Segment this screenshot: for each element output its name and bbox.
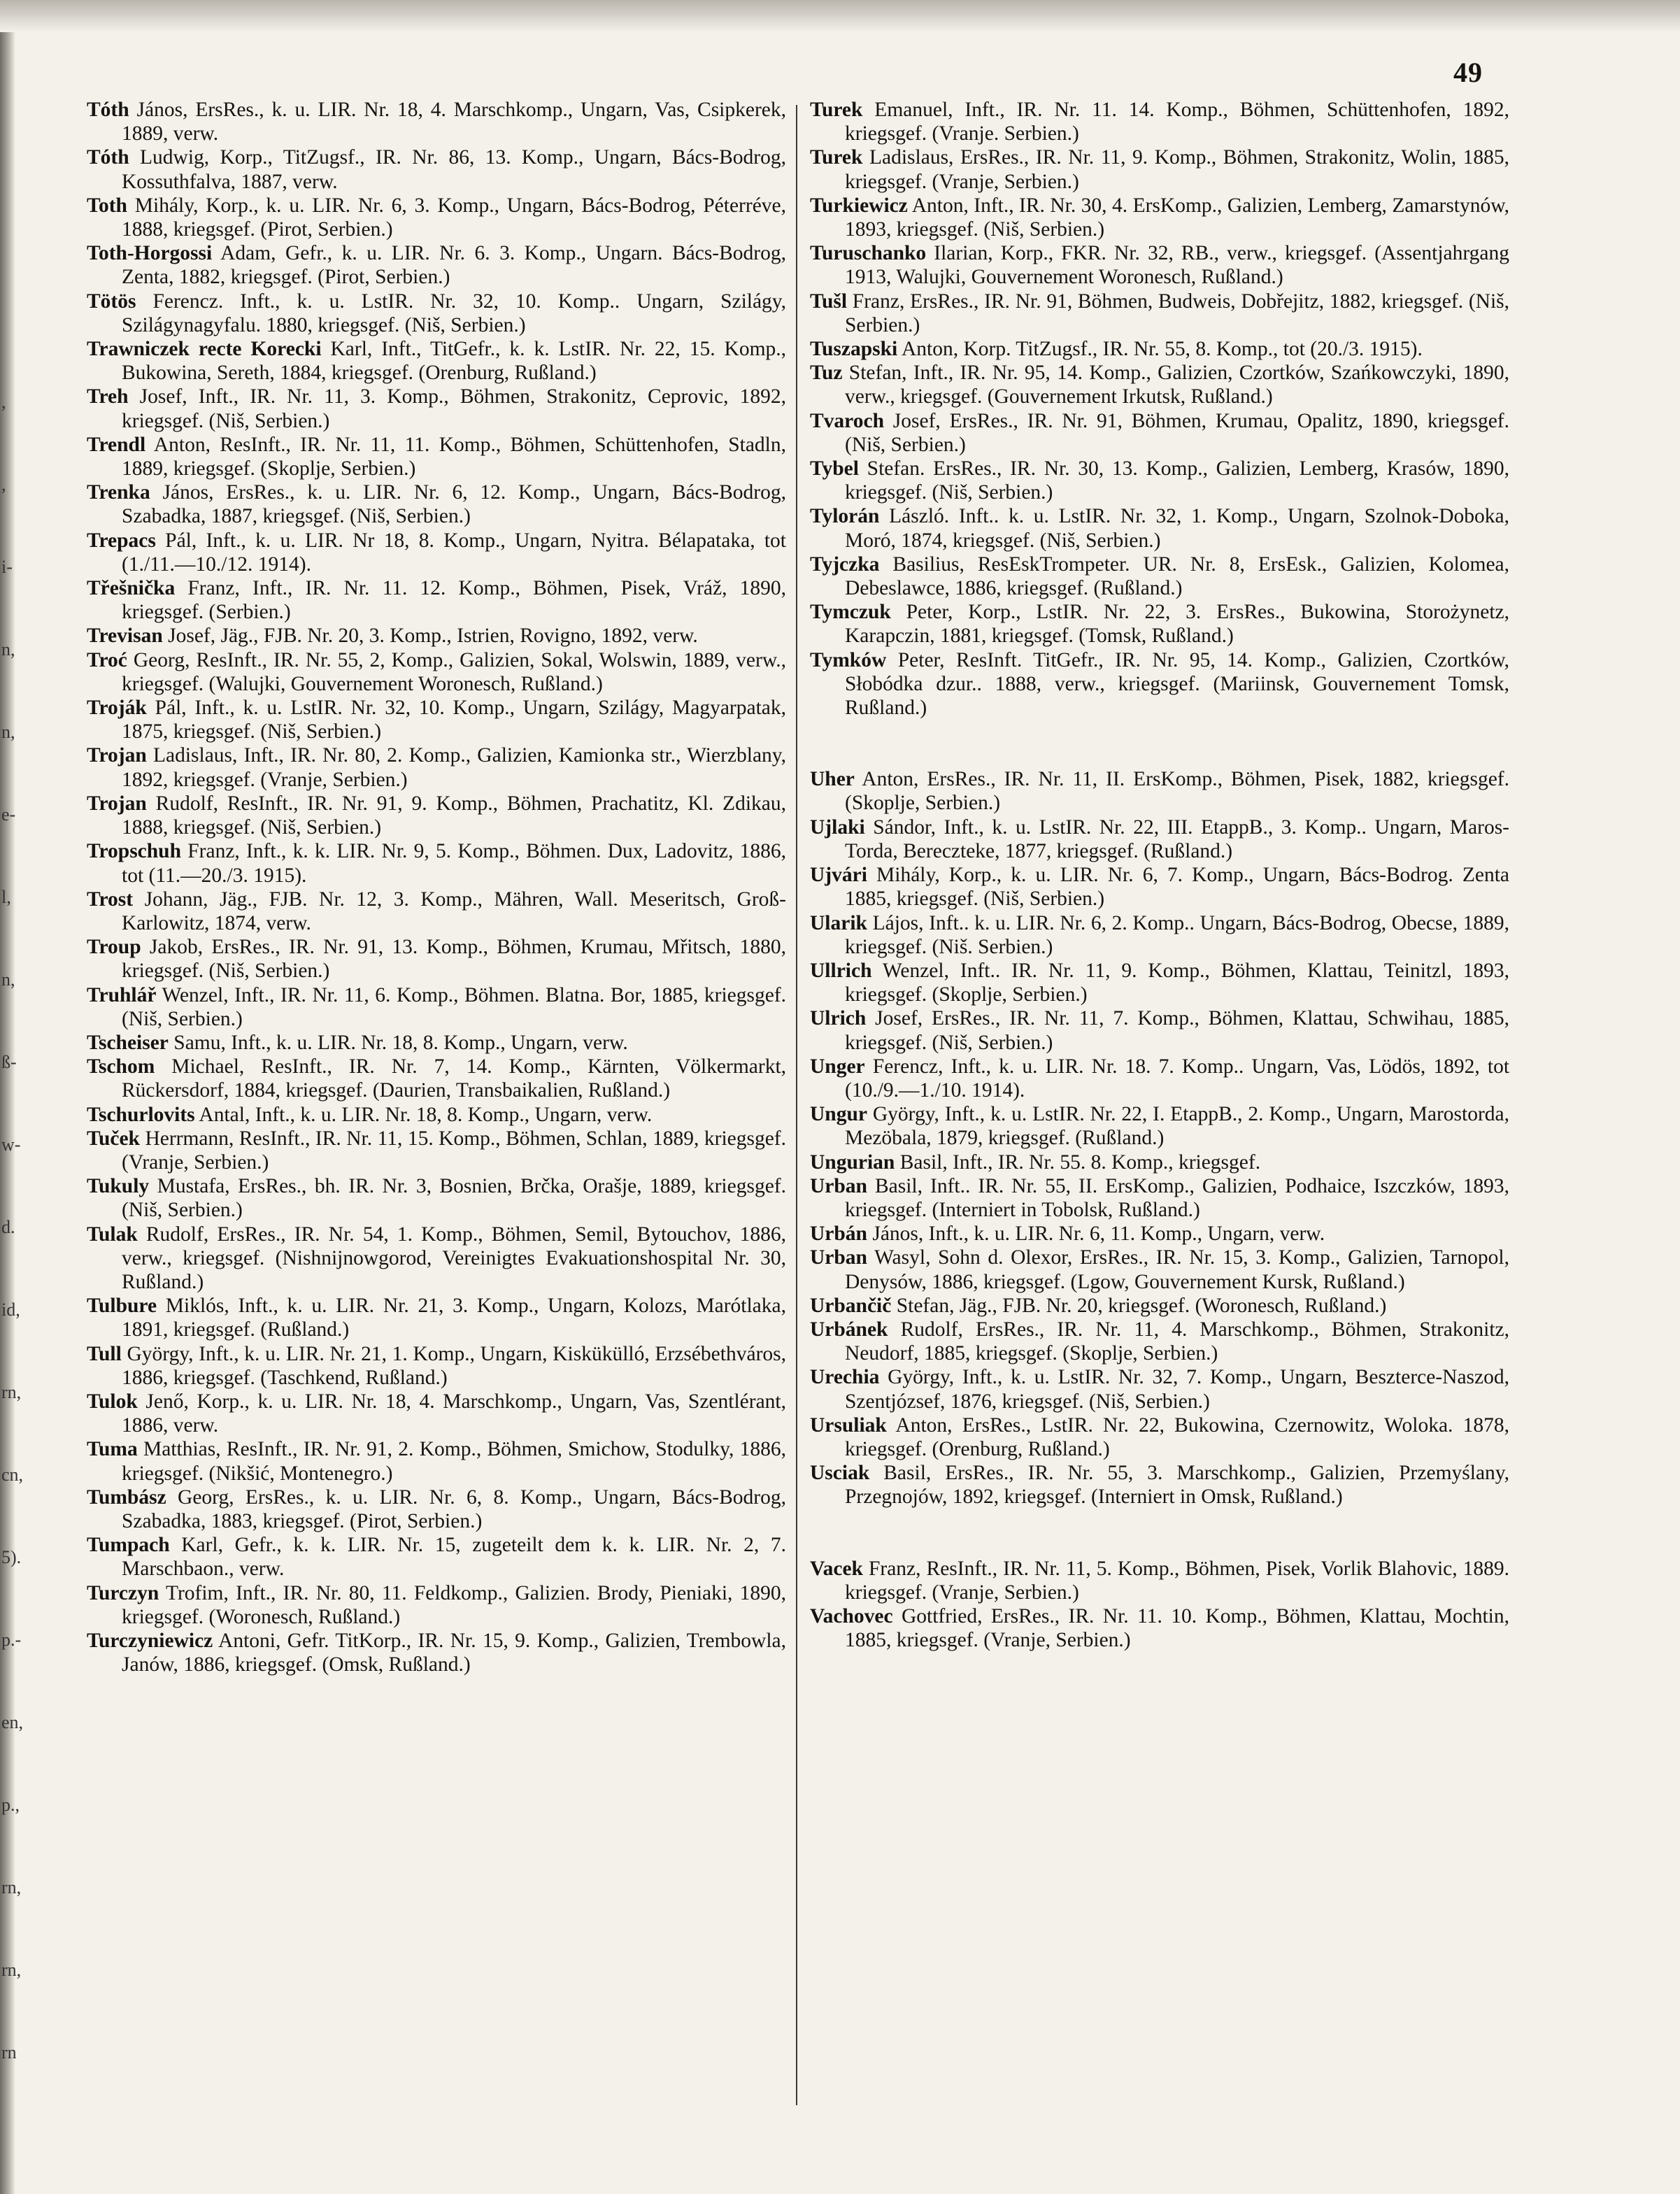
- list-entry: [810, 911, 1509, 959]
- list-entry: [87, 743, 786, 791]
- entry-surname: Turczyniewicz: [87, 1630, 213, 1652]
- entry-details: Lájos, Inft.. k. u. LIR. Nr. 6, 2. Komp.. Ungarn, Bács-Bodrog, Obecse, 1889, kriegsgef. (Niš. Serbien.): [845, 911, 1510, 958]
- list-entry: [87, 1031, 786, 1055]
- gutter-mark: e-: [1, 804, 16, 825]
- list-entry: [810, 1557, 1509, 1604]
- entry-details: Peter, ResInft. TitGefr., IR. Nr. 95, 14. Komp., Galizien, Czortków, Słobódka dzur.. 1888, verw., kriegsgef. (Mariinsk, Gouvernement Tomsk, Rußland.): [845, 648, 1510, 720]
- entry-surname: Tóth: [87, 99, 129, 121]
- entry-surname: Unger: [810, 1055, 865, 1078]
- entry-details: Anton, ErsRes., IR. Nr. 11, II. ErsKomp., Böhmen, Pisek, 1882, kriegsgef. (Skoplje, Serbien.): [845, 768, 1510, 815]
- entry-details: Emanuel, Inft., IR. Nr. 11. 14. Komp., Böhmen, Schüttenhofen, 1892, kriegsgef. (Vranje. Serbien.): [845, 99, 1509, 145]
- entry-surname: Tscheiser: [87, 1031, 169, 1054]
- entry-surname: Turek: [810, 99, 863, 121]
- entry-details: Jenő, Korp., k. u. LIR. Nr. 18, 4. Marschkomp., Ungarn, Vas, Szentlérant, 1886, verw.: [122, 1390, 786, 1437]
- list-entry: [87, 1294, 786, 1341]
- entry-details: János, ErsRes., k. u. LIR. Nr. 6, 12. Komp., Ungarn, Bács-Bodrog, Szabadka, 1887, kriegsgef. (Niš, Serbien.): [122, 481, 787, 528]
- entry-surname: Tymczuk: [810, 601, 891, 624]
- entry-details: Wenzel, Inft.. IR. Nr. 11, 9. Komp., Böhmen, Klattau, Teinitzl, 1893, kriegsgef. (Skoplje, Serbien.): [845, 959, 1510, 1006]
- entry-details: György, Inft., k. u. LIR. Nr. 21, 1. Komp., Ungarn, Kiskükülló, Erzsébethváros, 1886, kriegsgef. (Taschkend, Rußland.): [122, 1342, 786, 1389]
- entry-details: Franz, ErsRes., IR. Nr. 91, Böhmen, Budweis, Dobřejitz, 1882, kriegsgef. (Niš, Serbien.): [845, 290, 1509, 336]
- entry-surname: Tuz: [810, 362, 843, 385]
- list-entry: [810, 1365, 1509, 1413]
- list-entry: [810, 1055, 1509, 1102]
- list-entry: [87, 1103, 786, 1127]
- list-entry: [810, 1246, 1509, 1293]
- entry-details: Basil, Inft., IR. Nr. 55. 8. Komp., kriegsgef.: [899, 1151, 1261, 1174]
- list-entry: [810, 145, 1509, 193]
- list-entry: [87, 194, 786, 241]
- list-entry: [810, 1102, 1509, 1150]
- entry-details: Trofim, Inft., IR. Nr. 80, 11. Feldkomp., Galizien. Brody, Pieniaki, 1890, kriegsgef. (Woronesch, Rußland.): [122, 1581, 787, 1628]
- entry-surname: Ungurian: [810, 1151, 895, 1174]
- entry-details: Sándor, Inft., k. u. LstIR. Nr. 22, III. EtappB., 3. Komp.. Ungarn, Maros-Torda, Bereczteke, 1877, kriegsgef. (Rußland.): [845, 815, 1510, 862]
- entry-details: Ludwig, Korp., TitZugsf., IR. Nr. 86, 13. Komp., Ungarn, Bács-Bodrog, Kossuthfalva, 1887, verw.: [122, 146, 787, 193]
- entry-surname: Tyjczka: [810, 553, 880, 576]
- list-entry: [810, 648, 1509, 720]
- list-entry: [87, 839, 786, 887]
- gutter-mark: n,: [1, 639, 15, 660]
- right-column: [810, 98, 1509, 2182]
- entry-surname: Tulbure: [87, 1295, 157, 1318]
- gutter-mark: rn,: [1, 1382, 22, 1402]
- left-column: [87, 98, 786, 2182]
- entry-surname: Urbančič: [810, 1294, 892, 1317]
- gutter-mark: ß-: [1, 1052, 17, 1072]
- entry-surname: Toth-Horgossi: [87, 242, 213, 265]
- list-entry: [87, 145, 786, 193]
- entry-surname: Tumbász: [87, 1486, 166, 1509]
- entry-surname: Tulok: [87, 1390, 138, 1413]
- gutter-mark: w-: [1, 1134, 21, 1155]
- entry-details: Samu, Inft., k. u. LIR. Nr. 18, 8. Komp., Ungarn, verw.: [173, 1031, 628, 1054]
- list-entry: [87, 290, 786, 337]
- gutter-mark: n,: [1, 722, 15, 742]
- list-entry: [810, 290, 1509, 337]
- list-entry: [87, 1533, 786, 1581]
- list-entry: [810, 337, 1509, 361]
- entry-surname: Ursuliak: [810, 1413, 887, 1437]
- entry-details: Basil, ErsRes., IR. Nr. 55, 3. Marschkomp., Galizien, Przemyślany, Przegnojów, 1892, kriegsgef. (Interniert in Omsk, Rußland.): [845, 1462, 1509, 1509]
- list-entry: [87, 241, 786, 289]
- entry-details: Josef, ErsRes., IR. Nr. 91, Böhmen, Krumau, Opalitz, 1890, kriegsgef. (Niš, Serbien.): [845, 409, 1509, 456]
- column-divider: [796, 105, 797, 2105]
- entry-details: Franz, ResInft., IR. Nr. 11, 5. Komp., Böhmen, Pisek, Vorlik Blahovic, 1889. kriegsgef. (Vranje, Serbien.): [845, 1557, 1509, 1604]
- entry-surname: Usciak: [810, 1462, 870, 1485]
- entry-details: János, ErsRes., k. u. LIR. Nr. 18, 4. Marschkomp., Ungarn, Vas, Csipkerek, 1889, verw.: [122, 99, 787, 145]
- entry-surname: Tuszapski: [810, 338, 898, 361]
- entry-details: Anton, Inft., IR. Nr. 30, 4. ErsKomp., Galizien, Lemberg, Zamarstynów, 1893, kriegsgef. (Niš, Serbien.): [845, 194, 1510, 241]
- page-number: 49: [1453, 57, 1483, 88]
- list-entry: [810, 409, 1509, 457]
- entry-surname: Trawniczek recte Korecki: [87, 338, 322, 361]
- list-entry: [810, 504, 1509, 552]
- entry-surname: Turek: [810, 146, 863, 169]
- entry-surname: Trendl: [87, 433, 146, 456]
- entry-surname: Ujvári: [810, 864, 867, 887]
- list-entry: [87, 385, 786, 432]
- entry-surname: Turuschanko: [810, 242, 927, 265]
- entry-surname: Troják: [87, 697, 147, 720]
- list-entry: [87, 983, 786, 1031]
- entry-details: György, Inft., k. u. LstIR. Nr. 22, I. EtappB., 2. Komp., Ungarn, Marostorda, Mezöbala, 1879, kriegsgef. (Rußland.): [845, 1103, 1509, 1150]
- list-entry: [87, 624, 786, 648]
- entry-details: Ladislaus, ErsRes., IR. Nr. 11, 9. Komp., Böhmen, Strakonitz, Wolin, 1885, kriegsgef. (Vranje, Serbien.): [845, 146, 1510, 193]
- gutter-mark: en,: [1, 1712, 24, 1732]
- entry-details: Michael, ResInft., IR. Nr. 7, 14. Komp., Kärnten, Völkermarkt, Rückersdorf, 1884, kriegsgef. (Daurien, Transbaikalien, Rußland.): [122, 1055, 787, 1102]
- entry-details: Herrmann, ResInft., IR. Nr. 11, 15. Komp., Böhmen, Schlan, 1889, kriegsgef. (Vranje, Serbien.): [122, 1127, 786, 1174]
- list-entry: [810, 1174, 1509, 1222]
- entry-details: Franz, Inft., k. k. LIR. Nr. 9, 5. Komp., Böhmen. Dux, Ladovitz, 1886, tot (11.—20./3. 1915).: [122, 840, 786, 887]
- entry-surname: Tumpach: [87, 1534, 170, 1557]
- list-entry: [810, 863, 1509, 911]
- entry-surname: Vacek: [810, 1557, 863, 1580]
- entry-surname: Trojan: [87, 792, 147, 815]
- gutter-mark: d.: [1, 1217, 15, 1237]
- gutter-mark: cn,: [1, 1465, 24, 1485]
- gutter-mark: id,: [1, 1299, 20, 1320]
- list-entry: [87, 433, 786, 480]
- entry-details: Ferencz, Inft., k. u. LIR. Nr. 18. 7. Komp.. Ungarn, Vas, Lödös, 1892, tot (10./9.—1./10. 1914).: [845, 1055, 1510, 1102]
- entry-details: Karl, Inft., TitGefr., k. k. LstIR. Nr. 22, 15. Komp., Bukowina, Sereth, 1884, kriegsgef. (Orenburg, Rußland.): [122, 338, 787, 385]
- entry-details: János, Inft., k. u. LIR. Nr. 6, 11. Komp., Ungarn, verw.: [872, 1223, 1325, 1246]
- entry-surname: Tull: [87, 1342, 122, 1365]
- list-entry: [810, 1006, 1509, 1054]
- list-entry: [87, 792, 786, 839]
- entry-surname: Tvaroch: [810, 409, 884, 432]
- list-entry: [810, 1604, 1509, 1652]
- list-entry: [87, 1342, 786, 1390]
- list-entry: [810, 600, 1509, 648]
- entry-surname: Trojan: [87, 744, 147, 767]
- entry-surname: Tuček: [87, 1127, 140, 1150]
- entry-details: Josef, ErsRes., IR. Nr. 11, 7. Komp., Böhmen, Klattau, Schwihau, 1885, kriegsgef. (Niš, Serbien.): [845, 1007, 1509, 1054]
- entry-details: Basil, Inft.. IR. Nr. 55, II. ErsKomp., Galizien, Podhaice, Iszczków, 1893, kriegsgef. (Interniert in Tobolsk, Rußland.): [845, 1174, 1509, 1221]
- entry-surname: Ujlaki: [810, 815, 865, 839]
- entry-surname: Urechia: [810, 1366, 880, 1389]
- gutter-mark: ,: [1, 474, 6, 494]
- list-entry: [87, 1581, 786, 1629]
- list-entry: [810, 194, 1509, 241]
- list-entry: [87, 1390, 786, 1437]
- list-entry: [87, 1055, 786, 1102]
- entry-details: Jakob, ErsRes., IR. Nr. 91, 13. Komp., Böhmen, Krumau, Mřitsch, 1880, kriegsgef. (Niš, Serbien.): [122, 936, 787, 983]
- list-entry: [810, 457, 1509, 504]
- entry-details: Antal, Inft., k. u. LIR. Nr. 18, 8. Komp., Ungarn, verw.: [199, 1103, 653, 1126]
- entry-surname: Trepacs: [87, 529, 156, 552]
- entry-details: László. Inft.. k. u. LstIR. Nr. 32, 1. Komp., Ungarn, Szolnok-Doboka, Moró, 1874, kriegsgef. (Niš, Serbien.): [845, 505, 1510, 552]
- entry-details: Johann, Jäg., FJB. Nr. 12, 3. Komp., Mähren, Wall. Meseritsch, Groß-Karlowitz, 1874, verw.: [122, 888, 787, 934]
- entry-details: Rudolf, ResInft., IR. Nr. 91, 9. Komp., Böhmen, Prachatitz, Kl. Zdikau, 1888, kriegsgef. (Niš, Serbien.): [122, 792, 786, 839]
- entry-details: Rudolf, ErsRes., IR. Nr. 54, 1. Komp., Böhmen, Semil, Bytouchov, 1886, verw., kriegsgef. (Nishnijnowgorod, Vereinigtes Evakuationshospital Nr. 30, Rußland.): [122, 1223, 787, 1293]
- list-entry: [810, 361, 1509, 408]
- list-entry: [87, 888, 786, 935]
- list-entry: [810, 1151, 1509, 1174]
- entry-surname: Turczyn: [87, 1581, 159, 1604]
- entry-surname: Troup: [87, 936, 141, 959]
- entry-details: Mustafa, ErsRes., bh. IR. Nr. 3, Bosnien, Brčka, Orašje, 1889, kriegsgef. (Niš, Serbien.): [122, 1175, 786, 1222]
- entry-surname: Trenka: [87, 481, 150, 504]
- list-entry: [810, 553, 1509, 600]
- list-entry: [810, 1413, 1509, 1461]
- gutter-mark: i-: [1, 557, 13, 577]
- entry-surname: Treh: [87, 385, 129, 408]
- entry-details: Miklós, Inft., k. u. LIR. Nr. 21, 3. Komp., Ungarn, Kolozs, Marótlaka, 1891, kriegsgef. (Rußland.): [122, 1295, 786, 1341]
- entry-details: Stefan, Jäg., FJB. Nr. 20, kriegsgef. (Woronesch, Rußland.): [896, 1294, 1387, 1317]
- list-entry: [810, 1222, 1509, 1246]
- entry-surname: Toth: [87, 194, 127, 217]
- list-entry: [810, 1294, 1509, 1318]
- entry-surname: Tybel: [810, 457, 859, 480]
- entry-surname: Uher: [810, 768, 855, 791]
- entry-details: Pál, Inft., k. u. LstIR. Nr. 32, 10. Komp., Ungarn, Szilágy, Magyarpatak, 1875, kriegsgef. (Niš, Serbien.): [122, 697, 787, 743]
- list-entry: [87, 935, 786, 983]
- list-entry: [87, 648, 786, 696]
- entry-details: Anton, ResInft., IR. Nr. 11, 11. Komp., Böhmen, Schüttenhofen, Stadln, 1889, kriegsgef. (Skoplje, Serbien.): [122, 433, 787, 480]
- entry-details: Peter, Korp., LstIR. Nr. 22, 3. ErsRes., Bukowina, Storożynetz, Karapczin, 1881, kriegsgef. (Tomsk, Rußland.): [845, 601, 1509, 648]
- list-entry: [87, 576, 786, 624]
- list-entry: [810, 1461, 1509, 1509]
- gutter-mark: rn,: [1, 1960, 22, 1980]
- section-gap: [810, 720, 1509, 767]
- entry-details: Adam, Gefr., k. u. LIR. Nr. 6. 3. Komp., Ungarn. Bács-Bodrog, Zenta, 1882, kriegsgef. (Pirot, Serbien.): [122, 242, 787, 289]
- entry-surname: Turkiewicz: [810, 194, 908, 217]
- entry-surname: Urbánek: [810, 1318, 888, 1341]
- gutter-mark: rn: [1, 2042, 17, 2063]
- entry-surname: Tschom: [87, 1055, 155, 1078]
- entry-details: Georg, ErsRes., k. u. LIR. Nr. 6, 8. Komp., Ungarn, Bács-Bodrog, Szabadka, 1883, kriegsgef. (Pirot, Serbien.): [122, 1486, 786, 1532]
- entry-details: Mihály, Korp., k. u. LIR. Nr. 6, 3. Komp., Ungarn, Bács-Bodrog, Péterréve, 1888, kriegsgef. (Pirot, Serbien.): [122, 194, 787, 241]
- list-entry: [810, 98, 1509, 145]
- entry-surname: Ulrich: [810, 1007, 867, 1030]
- entry-details: Anton, Korp. TitZugsf., IR. Nr. 55, 8. Komp., tot (20./3. 1915).: [901, 338, 1423, 361]
- entry-surname: Tukuly: [87, 1175, 150, 1198]
- list-entry: [87, 337, 786, 385]
- list-entry: [87, 1174, 786, 1222]
- entry-details: Basilius, ResEskTrompeter. UR. Nr. 8, ErsEsk., Galizien, Kolomea, Debeslawce, 1886, kriegsgef. (Rußland.): [845, 553, 1509, 600]
- entry-surname: Třešnička: [87, 577, 176, 600]
- entry-details: Rudolf, ErsRes., IR. Nr. 11, 4. Marschkomp., Böhmen, Strakonitz, Neudorf, 1885, kriegsgef. (Skoplje, Serbien.): [845, 1318, 1509, 1365]
- entry-details: György, Inft., k. u. LstIR. Nr. 32, 7. Komp., Ungarn, Beszterce-Naszod, Szentjózsef, 1876, kriegsgef. (Niš, Serbien.): [845, 1366, 1509, 1413]
- entry-details: Franz, Inft., IR. Nr. 11. 12. Komp., Böhmen, Pisek, Vráž, 1890, kriegsgef. (Serbien.): [122, 577, 787, 624]
- entry-surname: Urban: [810, 1174, 867, 1197]
- list-entry: [87, 480, 786, 528]
- list-entry: [87, 696, 786, 743]
- entry-surname: Tropschuh: [87, 840, 181, 863]
- entry-surname: Trost: [87, 888, 134, 911]
- list-entry: [87, 1629, 786, 1676]
- entry-surname: Ungur: [810, 1103, 867, 1126]
- entry-surname: Tóth: [87, 146, 129, 169]
- entry-surname: Trevisan: [87, 625, 163, 648]
- entry-surname: Urban: [810, 1246, 867, 1269]
- list-entry: [87, 98, 786, 145]
- entry-details: Pál, Inft., k. u. LIR. Nr 18, 8. Komp., Ungarn, Nyitra. Bélapataka, tot (1./11.—10./12. 1914).: [122, 529, 787, 576]
- entry-surname: Tymków: [810, 648, 887, 671]
- entry-surname: Vachovec: [810, 1604, 893, 1627]
- entry-details: Mihály, Korp., k. u. LIR. Nr. 6, 7. Komp., Ungarn, Bács-Bodrog. Zenta 1885, kriegsgef. (Niš, Serbien.): [845, 864, 1509, 911]
- list-entry: [810, 959, 1509, 1006]
- entry-surname: Ularik: [810, 911, 867, 934]
- entry-details: Josef, Jäg., FJB. Nr. 20, 3. Komp., Istrien, Rovigno, 1892, verw.: [168, 625, 698, 648]
- gutter-mark: rn,: [1, 1877, 22, 1897]
- entry-surname: Tušl: [810, 290, 848, 313]
- entry-surname: Tulak: [87, 1223, 138, 1246]
- gutter-mark: n,: [1, 969, 15, 990]
- list-entry: [87, 1437, 786, 1485]
- entry-details: Ferencz. Inft., k. u. LstIR. Nr. 32, 10. Komp.. Ungarn, Szilágy, Szilágynagyfalu. 1880, kriegsgef. (Niš, Serbien.): [122, 290, 787, 336]
- gutter-mark: ,: [1, 392, 6, 412]
- gutter-mark: p.,: [1, 1795, 20, 1815]
- gutter-mark: p.-: [1, 1630, 22, 1650]
- list-entry: [87, 1223, 786, 1295]
- list-entry: [810, 815, 1509, 863]
- entry-details: Gottfried, ErsRes., IR. Nr. 11. 10. Komp., Böhmen, Klattau, Mochtin, 1885, kriegsgef. (Vranje, Serbien.): [845, 1604, 1510, 1652]
- list-entry: [810, 241, 1509, 289]
- entry-details: Anton, ErsRes., LstIR. Nr. 22, Bukowina, Czernowitz, Woloka. 1878, kriegsgef. (Orenburg, Rußland.): [845, 1413, 1509, 1460]
- list-entry: [87, 529, 786, 576]
- entry-details: Georg, ResInft., IR. Nr. 55, 2, Komp., Galizien, Sokal, Wolswin, 1889, verw., kriegsgef. (Walujki, Gouvernement Woronesch, Rußland.): [122, 648, 786, 695]
- list-entry: [87, 1486, 786, 1533]
- list-entry: [810, 1318, 1509, 1365]
- entry-surname: Tötös: [87, 290, 136, 313]
- list-entry: [87, 1127, 786, 1174]
- entry-details: Stefan, Inft., IR. Nr. 95, 14. Komp., Galizien, Czortków, Szańkowczyki, 1890, verw., kriegsgef. (Gouvernement Irkutsk, Rußland.): [845, 362, 1509, 408]
- entry-details: Stefan. ErsRes., IR. Nr. 30, 13. Komp., Galizien, Lemberg, Krasów, 1890, kriegsgef. (Niš, Serbien.): [845, 457, 1509, 504]
- entry-details: Wasyl, Sohn d. Olexor, ErsRes., IR. Nr. 15, 3. Komp., Galizien, Tarnopol, Denysów, 1886, kriegsgef. (Lgow, Gouvernement Kursk, Rußland.): [845, 1246, 1509, 1293]
- gutter-marks: [0, 392, 24, 2182]
- entry-details: Ladislaus, Inft., IR. Nr. 80, 2. Komp., Galizien, Kamionka str., Wierzblany, 1892, kriegsgef. (Vranje, Serbien.): [122, 744, 786, 791]
- gutter-mark: l,: [1, 887, 11, 907]
- entry-details: Ilarian, Korp., FKR. Nr. 32, RB., verw., kriegsgef. (Assentjahrgang 1913, Walujki, Gouvernement Woronesch, Rußland.): [845, 242, 1510, 289]
- entry-surname: Truhlář: [87, 983, 157, 1006]
- entry-surname: Tschurlovits: [87, 1103, 195, 1126]
- entry-surname: Ullrich: [810, 959, 872, 982]
- list-entry: [810, 767, 1509, 815]
- entry-details: Wenzel, Inft., IR. Nr. 11, 6. Komp., Böhmen. Blatna. Bor, 1885, kriegsgef. (Niš, Serbien.): [122, 983, 787, 1030]
- gutter-mark: 5).: [1, 1547, 22, 1567]
- entry-details: Matthias, ResInft., IR. Nr. 91, 2. Komp., Böhmen, Smichow, Stodulky, 1886, kriegsgef. (Nikšić, Montenegro.): [122, 1438, 786, 1485]
- top-edge-shadow: [0, 0, 1680, 32]
- entry-details: Josef, Inft., IR. Nr. 11, 3. Komp., Böhmen, Strakonitz, Ceprovic, 1892, kriegsgef. (Niš, Serbien.): [122, 385, 787, 432]
- entry-surname: Tuma: [87, 1438, 138, 1461]
- section-gap: [810, 1509, 1509, 1557]
- entry-surname: Troć: [87, 648, 127, 671]
- entry-surname: Tylorán: [810, 505, 880, 528]
- entry-details: Karl, Gefr., k. k. LIR. Nr. 15, zugeteilt dem k. k. LIR. Nr. 2, 7. Marschbaon., verw.: [122, 1534, 786, 1581]
- entry-details: Antoni, Gefr. TitKorp., IR. Nr. 15, 9. Komp., Galizien, Trembowla, Janów, 1886, kriegsgef. (Omsk, Rußland.): [122, 1630, 786, 1676]
- entry-surname: Urbán: [810, 1223, 867, 1246]
